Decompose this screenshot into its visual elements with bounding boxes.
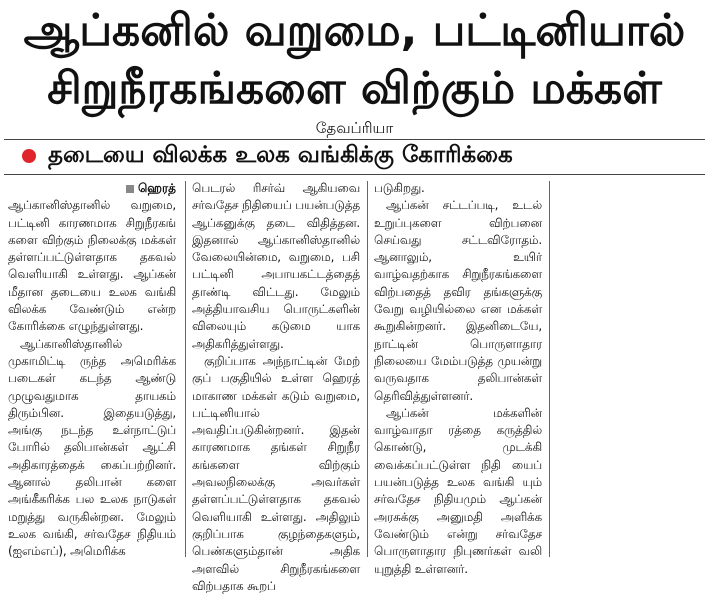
column-divider [367, 181, 368, 557]
byline: தேவப்ரியா [315, 119, 394, 137]
column-divider [549, 181, 550, 557]
divider-bottom [4, 174, 705, 175]
article-column-4-empty [556, 180, 702, 560]
paragraph: குறிப்பாக அந்நாட்டின் மேற் குப் பகுதியில் உள்ள ஹெரத் மாகாண மக்கள் கடும் வறுமை, பட்டினியால் அவதிப்படுகின்றனர். இதன் காரணமாக தங்கள் சிறுநீர கங்களை விற்கும் அவலநிலைக்கு அவர்கள் தள்ளப்பட்டுள்ளதாக தகவல் வெளியாகி உள்ளது. அதிலும் குறிப்பாக குழந்தைகளும், பெண்களும்தான் அதிக அளவில் சிறுநீரகங்களை விற்பதாக கூறப் [192, 353, 360, 593]
article-column-3 [374, 180, 542, 576]
article-column-1 [8, 180, 176, 560]
paragraph: பெடரல் ரிசர்வ் ஆகியவை சர்வதேச நிதியைப் பயன்படுத்த ஆப்கனுக்கு தடை விதித்தன. இதனால் ஆப்கானிஸ்தானில் வேலையின்மை, வறுமை, பசி பட்டினி அபாயகட்டத்தைத் தாண்டி விட்டது. மேலும் அத்தியாவசிய பொருட்களின் விலையும் கடுமை யாக அதிகரித்துள்ளது. [192, 181, 360, 351]
headline-line-2: சிறுநீரகங்களை விற்கும் மக்கள் [47, 63, 662, 114]
paragraph: ஆப்கன் சட்டப்படி, உடல் உறுப்புகளை விற்பனை செய்வது சட்டவிரோதம். ஆனாலும், உயிர் வாழ்வதற்காக சிறுநீரகங்களை விற்பதைத் தவிர தங்களுக்கு வேறு வழியில்லை என மக்கள் கூறுகின்றனர். இதனிடையே, நாட்டின் பொருளாதார நிலையை மேம்படுத்த முயன்று வருவதாக தலிபான்கள் தெரிவித்துள்ளனர். [374, 198, 542, 403]
dateline [8, 180, 176, 197]
article-column-2 [192, 180, 360, 593]
paragraph: ஆப்கன் மக்களின் வாழ்வாதா ரத்தை கருத்தில் கொண்டு, முடக்கி வைக்கப்பட்டுள்ள நிதி யைப் பயன்படுத்த உலக வங்கி யும் சர்வதேச நிதியமும் ஆப்கன் அரசுக்கு அனுமதி அளிக்க வேண்டும் என்று சர்வதேச பொருளாதார நிபுணர்கள் வலி யுறுத்தி உள்ளனர். [374, 405, 542, 576]
dateline-text: ஹெரத் [137, 181, 176, 195]
column-divider [185, 181, 186, 557]
paragraph: படுகிறது. [374, 181, 425, 195]
paragraph: ஆப்கானிஸ்தானில் முகாமிட்டி ருந்த அமெரிக்க படைகள் கடந்த ஆண்டு முழுவதுமாக தாயகம் திரும்பின. இதையடுத்து, அங்கு நடந்த உள்நாட்டுப் போரில் தலிபான்கள் ஆட்சி அதிகாரத்தைக் கைப்பற்றினர். ஆனால் தலிபான் களை அங்கீகரிக்க பல உலக நாடுகள் மறுத்து வருகின்றன. மேலும் உலக வங்கி, சர்வதேச நிதியம் (ஐஎம்எப்), அமெரிக்க [8, 336, 176, 559]
paragraph: ஆப்கானிஸ்தானில் வறுமை, பட்டினி காரணமாக சிறுநீரகங் களை விற்கும் நிலைக்கு மக்கள் தள்ளப்பட்டுள்ளதாக தகவல் வெளியாகி உள்ளது. ஆப்கன் மீதான தடையை உலக வங்கி விலக்க வேண்டும் என்ற கோரிக்கை எழுந்துள்ளது. [8, 198, 176, 334]
dateline-square-icon [126, 185, 134, 193]
subheadline [22, 140, 513, 172]
red-bullet-icon [22, 149, 36, 163]
subheadline-text: தடையை விலக்க உலக வங்கிக்கு கோரிக்கை [48, 141, 513, 168]
headline-line-1: ஆப்கனில் வறுமை, பட்டினியால் [23, 5, 686, 56]
